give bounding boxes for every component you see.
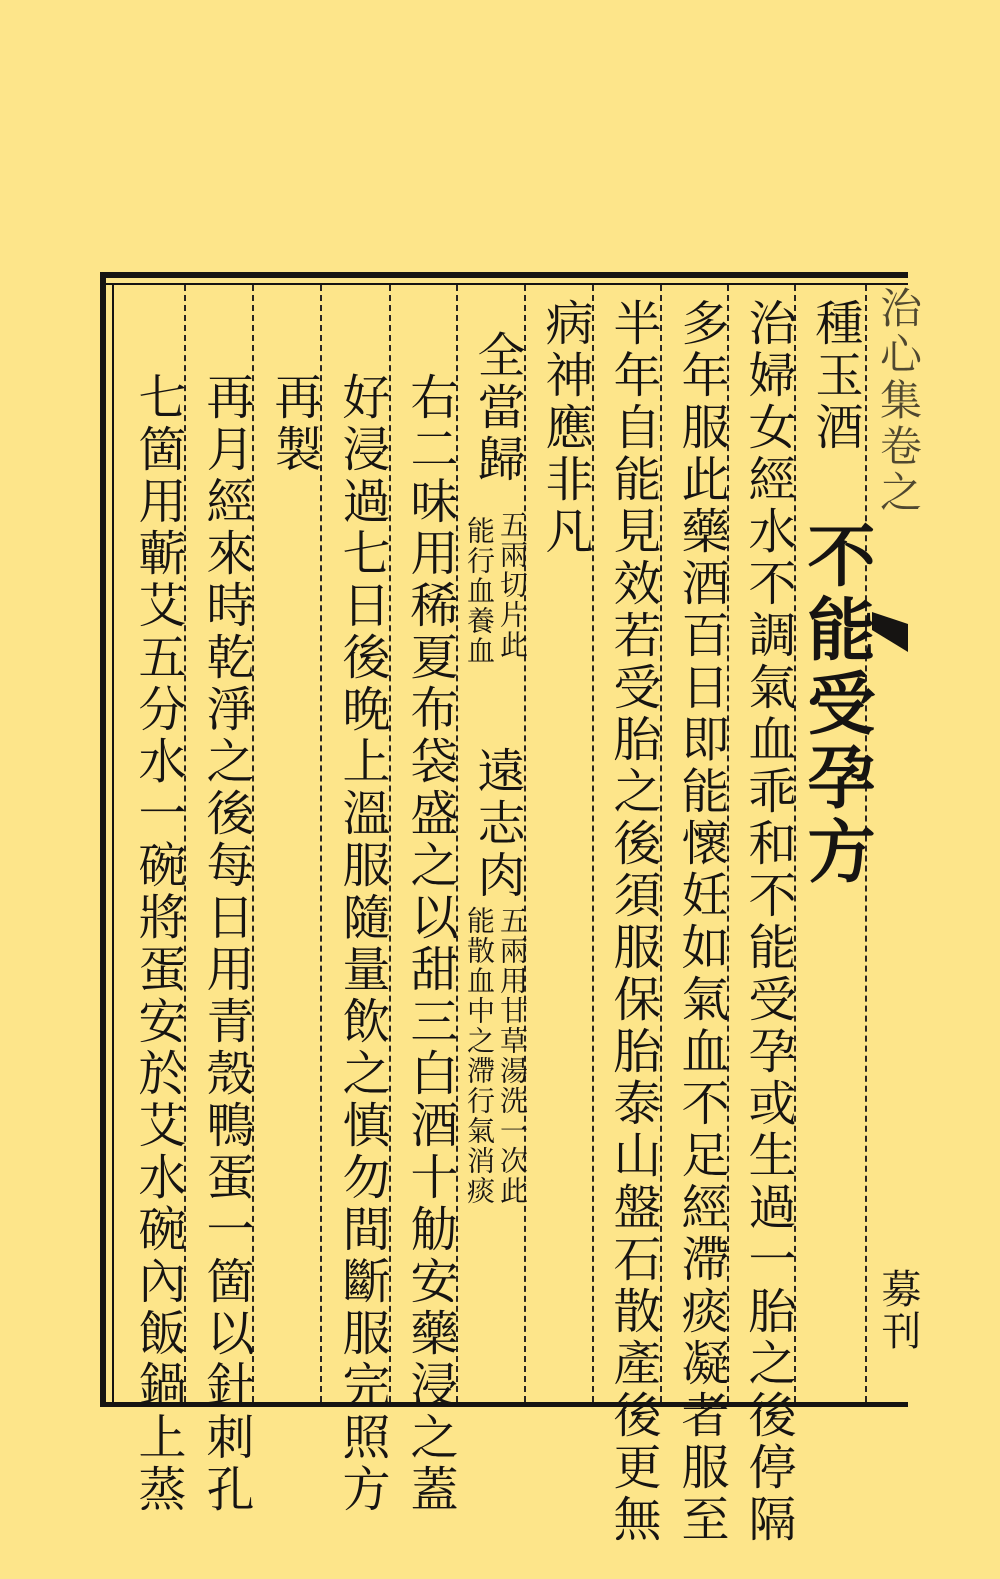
frame-top-border xyxy=(100,272,908,278)
frame-left-inner-border xyxy=(112,283,114,1403)
margin-heading: 治心集卷之 xyxy=(874,286,923,516)
ingredient-annotation: 五兩切片此 xyxy=(496,510,529,660)
ingredient-annotation: 能行血養血 xyxy=(463,516,496,666)
folio-mark: 募刊 xyxy=(875,1268,921,1352)
ingredient-annotation: 能散血中之滯行氣消痰 xyxy=(463,906,496,1206)
text-column: 再月經來時乾淨之後每日用青殼鴨蛋一箇以針刺孔 xyxy=(198,372,254,1516)
text-column: 治婦女經水不調氣血乖和不能受孕或生過一胎之後停隔 xyxy=(740,298,796,1546)
text-column: 病神應非凡 xyxy=(537,298,593,558)
ingredient-name: 全當歸 xyxy=(469,330,525,486)
handwritten-title: 不能受孕方 xyxy=(796,520,875,890)
recipe-title: 種玉酒 xyxy=(807,298,863,454)
frame-left-border xyxy=(100,272,106,1407)
text-column: 半年自能見效若受胎之後須服保胎泰山盤石散產後更無 xyxy=(605,298,661,1546)
text-column: 好浸過七日後晚上溫服隨量飲之慎勿間斷服完照方 xyxy=(334,372,390,1516)
text-column: 右二味用稀夏布袋盛之以甜三白酒十觔安藥浸之蓋 xyxy=(402,372,458,1516)
ingredient-name: 遠志肉 xyxy=(469,746,525,902)
text-column: 再製 xyxy=(266,372,322,476)
text-column: 多年服此藥酒百日即能懷妊如氣血不足經滯痰凝者服至 xyxy=(673,298,729,1546)
text-column: 七箇用蘄艾五分水一碗將蛋安於艾水碗內飯鍋上蒸 xyxy=(130,372,186,1516)
ingredient-annotation: 五兩用甘草湯洗一次此 xyxy=(496,906,529,1206)
frame-top-inner-border xyxy=(100,283,908,285)
fish-tail-mark xyxy=(872,612,908,652)
